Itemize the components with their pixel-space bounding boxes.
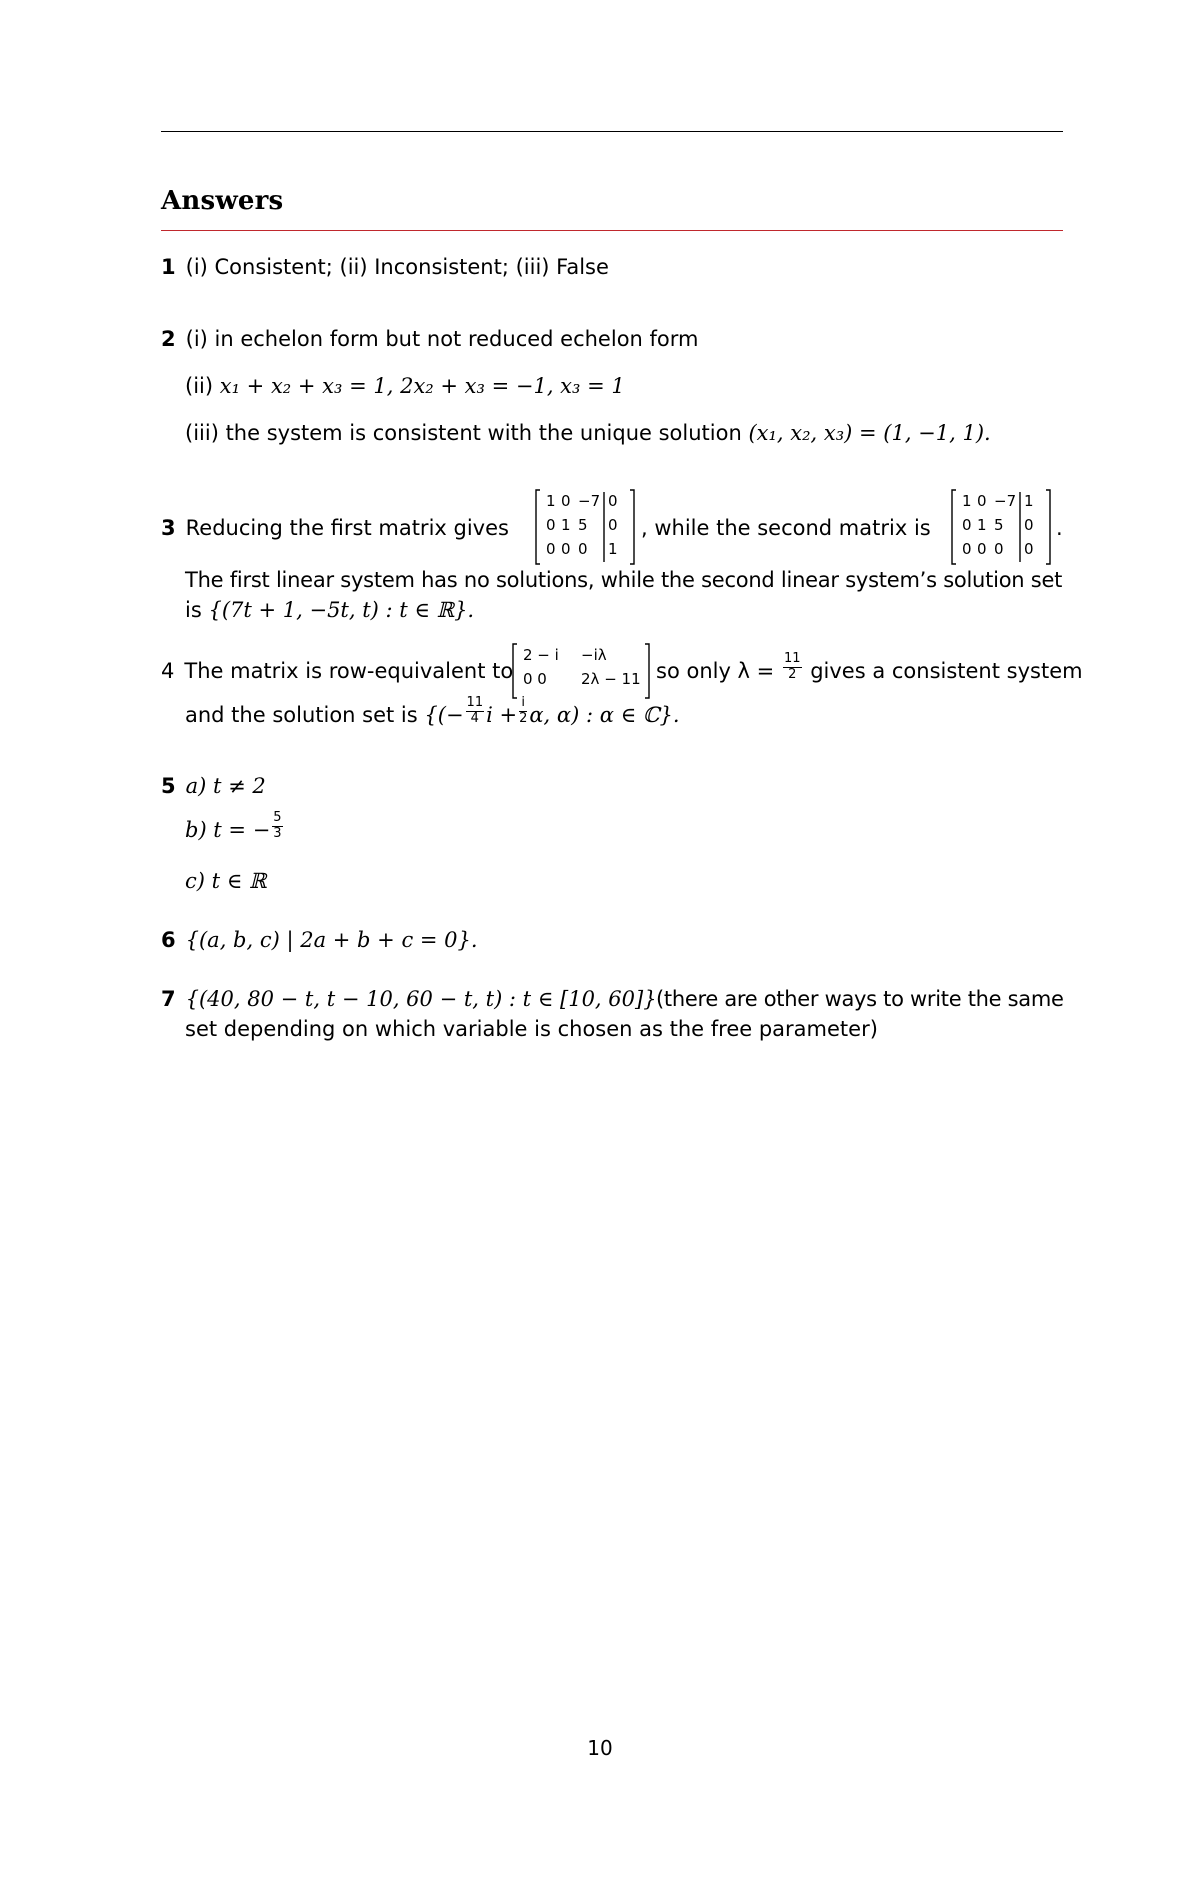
matrix-cell: 0 [962,516,972,534]
answer-number: 2 [161,327,176,351]
solution-set-end: α, α) : α ∈ ℂ}. [529,703,680,727]
left-bracket [952,490,956,564]
answer-2-part-ii [185,376,625,397]
matrix-cell: 1 [1024,492,1034,510]
answer-text: Reducing the first matrix gives [185,516,509,540]
answer-3-line-1 [161,518,509,539]
augmented-matrix-2 [950,488,1052,566]
fraction [783,652,802,682]
answer-5-part-a [161,776,266,797]
page-number: 10 [587,1736,613,1760]
matrix-cell: 2 − i [523,646,559,664]
answer-text: is [185,598,202,622]
matrix-cell: 0 [578,540,588,558]
answer-number: 3 [161,516,176,540]
answer-number: 6 [161,928,176,952]
answer-3-text-end: . [1056,516,1063,540]
matrix-cell: 0 [546,516,556,534]
numerator: i [519,696,527,711]
answer-7-note: (there are other ways to write the same [656,987,1064,1011]
fraction [466,696,485,726]
right-bracket [645,644,649,698]
matrix-cell: 0 [546,540,556,558]
answer-5-part-b [185,810,285,842]
answer-3-text-middle: , while the second matrix is [641,516,931,540]
fraction [272,811,282,841]
answer-text: The matrix is row-equivalent to [184,659,514,683]
answer-7-line-2: set depending on which variable is chosen as the free parameter) [185,1017,878,1041]
fraction [519,696,527,726]
answer-2-part-i [161,329,698,350]
denominator: 2 [519,710,528,726]
answer-number: 4 [161,659,175,683]
matrix-cell: 5 [578,516,588,534]
answer-3-line-2: The first linear system has no solutions, while the second linear system’s solution set [185,568,1063,592]
answer-text: (iii) the system is consistent with the unique solution [185,421,742,445]
part-label: (ii) [185,374,214,398]
answer-7-line-1 [161,989,657,1010]
right-bracket [630,490,634,564]
answer-text: gives a consistent system [810,659,1083,683]
matrix-cell: 0 [977,492,987,510]
matrix-cell: −7 [578,492,601,510]
matrix-cell: −iλ [581,646,607,664]
answer-text: (i) Consistent; (ii) Inconsistent; (iii) False [185,255,609,279]
solution-set: {(40, 80 − t, t − 10, 60 − t, t) : t ∈ [10, 60]} [185,987,657,1011]
matrix-cell: 0 [561,540,571,558]
matrix-cell: 0 [962,540,972,558]
answer-text: so only λ = [656,659,775,683]
matrix-cell: 0 [1024,540,1034,558]
matrix-cell: 0 [977,540,987,558]
answer-6 [161,930,478,951]
answer-number: 5 [161,774,176,798]
solution-set: {(7t + 1, −5t, t) : t ∈ ℝ}. [208,598,475,622]
solution-equation: (x₁, x₂, x₃) = (1, −1, 1). [748,421,991,445]
top-divider [161,131,1063,132]
answer-text: {(a, b, c) | 2a + b + c = 0}. [185,928,478,952]
matrix-cell: 5 [994,516,1004,534]
answer-text: b) t = − [185,818,271,842]
answer-4-line-1 [161,661,513,682]
heading-underline [161,230,1063,231]
answer-text: c) t ∈ ℝ [185,869,267,893]
solution-set-mid: i + [486,703,518,727]
row-equivalent-matrix [511,642,651,700]
matrix-cell: 1 [546,492,556,510]
matrix-cell: 1 [962,492,972,510]
matrix-cell: −7 [994,492,1017,510]
answer-1 [161,257,609,278]
matrix-cell: 1 [561,516,571,534]
matrix-cell: 1 [608,540,618,558]
section-heading: Answers [161,186,284,216]
denominator: 4 [470,710,479,726]
answer-number: 1 [161,255,176,279]
matrix-cell: 1 [977,516,987,534]
matrix-cell: 0 0 [523,670,547,688]
matrix-cell: 0 [608,492,618,510]
numerator: 11 [466,695,484,711]
answer-5-part-c [185,871,266,892]
answer-text: and the solution set is [185,703,418,727]
left-bracket [513,644,517,698]
numerator: 5 [273,810,282,826]
matrix-cell: 0 [561,492,571,510]
right-bracket [1046,490,1050,564]
answer-2-part-iii [185,423,991,444]
answer-text: (i) in echelon form but not reduced echelon form [185,327,699,351]
numerator: 11 [783,651,801,667]
answer-3-line-3 [185,600,474,621]
equation-system: x₁ + x₂ + x₃ = 1, 2x₂ + x₃ = −1, x₃ = 1 [219,374,625,398]
answer-number: 7 [161,987,176,1011]
matrix-cell: 0 [608,516,618,534]
answer-4-line-2 [185,695,680,727]
denominator: 3 [273,825,282,841]
denominator: 2 [788,666,797,682]
left-bracket [536,490,540,564]
matrix-cell: 0 [1024,516,1034,534]
matrix-cell: 2λ − 11 [581,670,641,688]
answer-text: a) t ≠ 2 [185,774,266,798]
matrix-cell: 0 [994,540,1004,558]
answer-4-line-1-cont [656,651,1083,683]
solution-set-open: {(− [424,703,464,727]
augmented-matrix-1 [534,488,636,566]
